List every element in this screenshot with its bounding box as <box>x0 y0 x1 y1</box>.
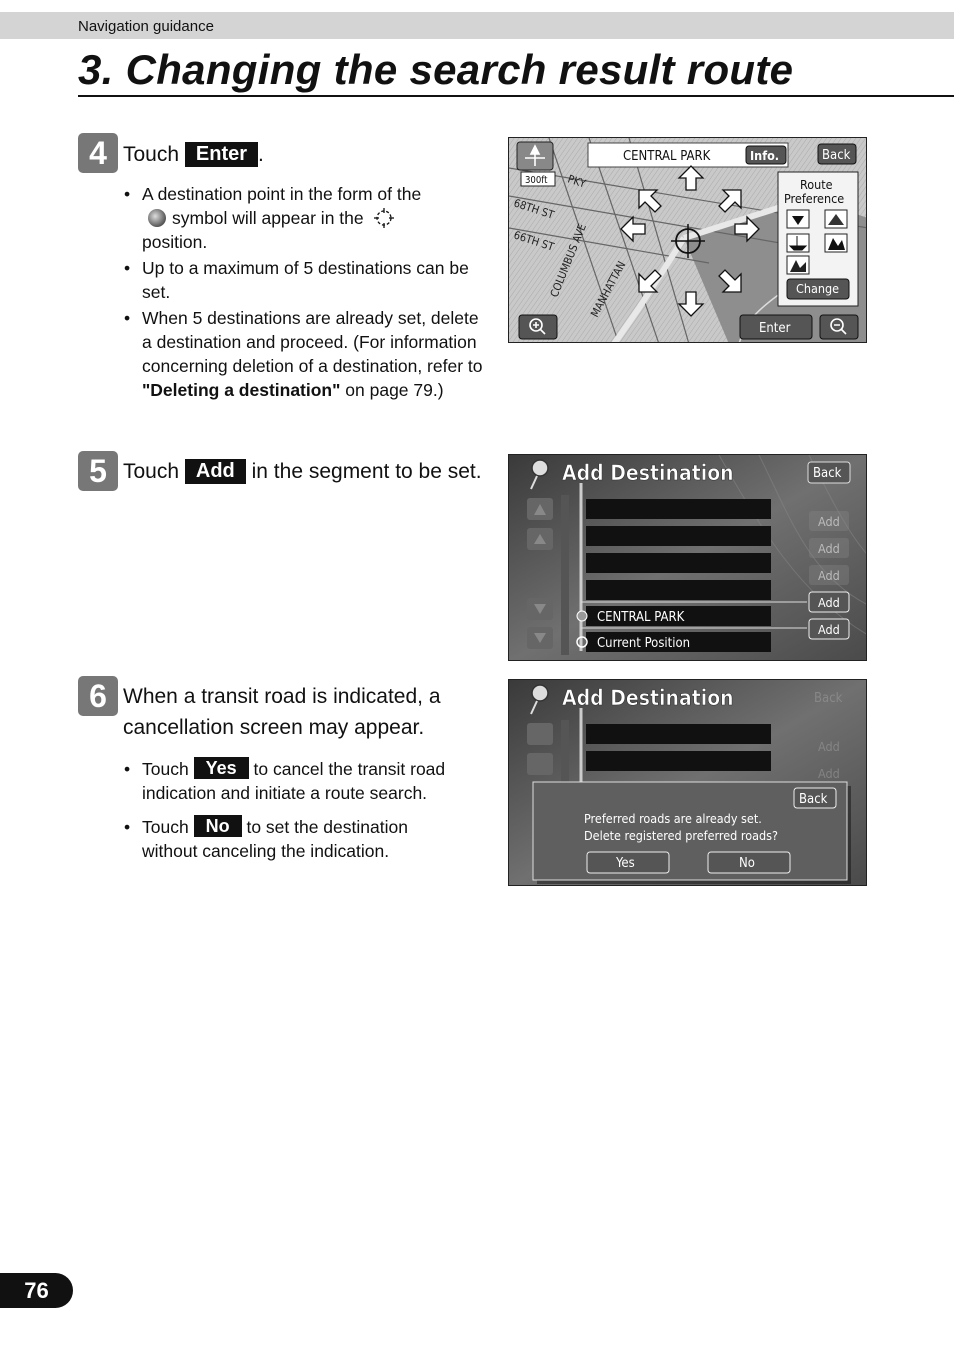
section-name: Navigation guidance <box>78 18 214 35</box>
add-destination-screen <box>508 454 867 661</box>
street-label: PKY <box>566 172 588 191</box>
step-5-heading <box>123 456 483 487</box>
scale-label: 300ft <box>525 175 548 186</box>
dialog-message: Delete registered preferred roads? <box>584 828 778 843</box>
destination-marker-icon <box>577 611 587 621</box>
step-4-badge: 4 <box>78 133 118 173</box>
list-item: • Touch No to set the destination without canceling the indication. <box>123 815 463 863</box>
section-header-band <box>0 12 954 39</box>
dialog-message: Preferred roads are already set. <box>584 811 762 826</box>
list-item[interactable] <box>586 526 771 546</box>
svg-text:Add: Add <box>818 514 840 529</box>
svg-text:No: No <box>739 856 755 871</box>
route-preference-title: Preference <box>784 191 845 206</box>
svg-text:Enter: Enter <box>759 321 791 336</box>
step-6-badge: 6 <box>78 676 118 716</box>
step-6-bullets <box>123 757 463 865</box>
scroll-track <box>561 495 569 655</box>
svg-text:Info.: Info. <box>750 148 780 163</box>
step-5-prefix: Touch <box>123 460 180 483</box>
list-item: • A destination point in the form of the symbol will appear in the position. <box>123 182 483 254</box>
street-label: 66TH ST <box>512 228 556 254</box>
svg-text:Back: Back <box>799 792 828 807</box>
pin-icon <box>532 685 548 701</box>
step-4-prefix: Touch <box>123 143 180 166</box>
step-4-heading <box>123 139 483 170</box>
page-number: 76 <box>0 1273 73 1308</box>
crosshair-icon <box>373 207 395 229</box>
step-5-badge: 5 <box>78 451 118 491</box>
title-rule <box>78 95 954 97</box>
list-item <box>586 751 771 771</box>
svg-text:Add: Add <box>818 541 840 556</box>
list-item: • When 5 destinations are already set, delete a destination and proceed. (For information concerning deletion of a destination, refer to "Deleting a destination" on page 79.) <box>123 306 483 402</box>
row-current-position: Current Position <box>597 636 691 651</box>
map-screen <box>508 137 867 343</box>
location-name: CENTRAL PARK <box>623 149 711 164</box>
street-label: COLUMBUS AVE <box>547 221 590 300</box>
list-item[interactable] <box>586 499 771 519</box>
no-key-label: No <box>194 815 242 837</box>
svg-text:Back: Back <box>822 148 851 163</box>
scroll-up-button <box>527 753 553 775</box>
list-item: • Touch Yes to cancel the transit road indication and initiate a route search. <box>123 757 463 805</box>
svg-text:Add: Add <box>818 622 840 637</box>
step-5-suffix: in the segment to be set. <box>251 460 482 483</box>
step-4-bullets <box>123 182 483 404</box>
enter-key-label: Enter <box>185 142 258 167</box>
list-item[interactable] <box>586 580 771 600</box>
list-item <box>586 724 771 744</box>
street-label: 68TH ST <box>512 196 556 222</box>
svg-text:Yes: Yes <box>616 856 635 871</box>
step-4-suffix: . <box>258 143 264 166</box>
page-title: 3. Changing the search result route <box>78 46 794 93</box>
cancellation-screen <box>508 679 867 886</box>
svg-text:Change: Change <box>796 281 840 296</box>
list-item[interactable] <box>586 553 771 573</box>
svg-text:Add: Add <box>818 739 840 754</box>
step-6-heading: When a transit road is indicated, a cancellation screen may appear. <box>123 685 441 739</box>
svg-text:Add: Add <box>818 595 840 610</box>
screen-title: Add Destination <box>562 461 734 485</box>
destination-symbol-icon <box>148 209 166 227</box>
street-label: MANHATTAN <box>588 259 629 320</box>
yes-key-label: Yes <box>194 757 249 779</box>
pin-icon <box>532 460 548 476</box>
svg-text:Add: Add <box>818 766 840 781</box>
list-item: • Up to a maximum of 5 destinations can be set. <box>123 256 483 304</box>
route-preference-title: Route <box>800 177 833 192</box>
page-up-button <box>527 723 553 745</box>
svg-text:Add: Add <box>818 568 840 583</box>
svg-text:Back: Back <box>813 466 842 481</box>
screen-title: Add Destination <box>562 686 734 710</box>
add-key-label: Add <box>185 459 246 484</box>
row-destination: CENTRAL PARK <box>597 610 685 625</box>
back-button-disabled: Back <box>814 691 843 706</box>
